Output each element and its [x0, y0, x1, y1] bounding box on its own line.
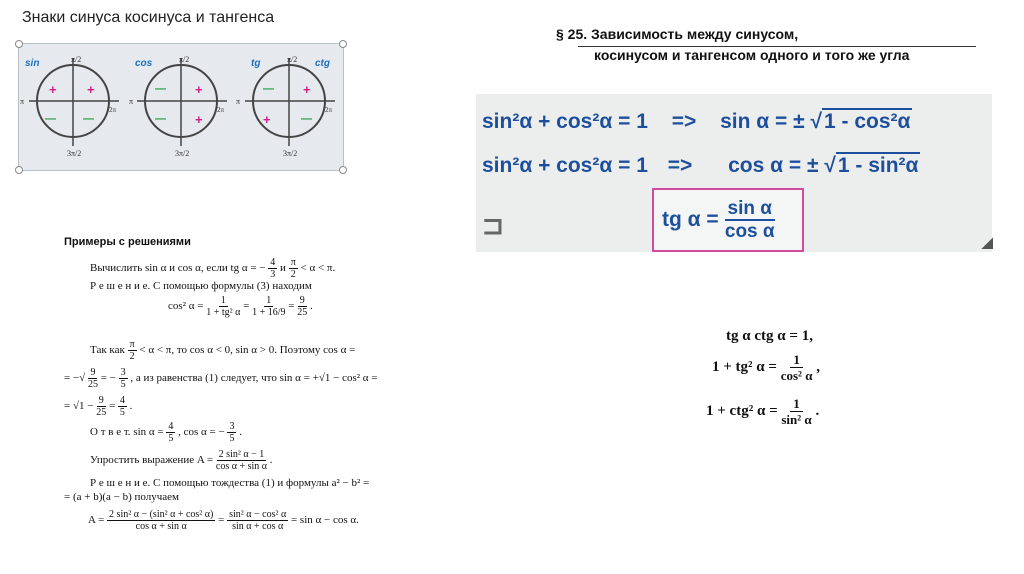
denominator: sin α + cos α: [232, 521, 284, 532]
text: ,: [816, 358, 820, 375]
section-title-line2: косинусом и тангенсом одного и того же угла: [594, 47, 910, 63]
text: =: [218, 514, 228, 527]
example-line: [90, 339, 355, 362]
tg-denominator: cos α: [724, 221, 775, 242]
tick-label: 3π/2: [67, 149, 82, 158]
denominator: 1 + tg² α: [206, 307, 241, 318]
circle-label: ctg: [315, 58, 330, 69]
denominator: 2: [129, 351, 135, 362]
slide-title: Знаки синуса косинуса и тангенса: [22, 9, 275, 26]
example-line: [64, 395, 132, 418]
fraction: [128, 339, 137, 362]
fraction: [781, 396, 811, 427]
denominator: 5: [119, 407, 125, 418]
denominator: 3: [270, 269, 276, 280]
tick-label: π/2: [71, 55, 82, 64]
tick-label: 3π/2: [283, 149, 298, 158]
numerator: 9: [299, 295, 305, 306]
fraction: [268, 257, 277, 280]
quadrant-sign: +: [87, 82, 95, 97]
section-title: [556, 24, 909, 66]
quadrant-sign: +: [195, 112, 203, 127]
denominator: 25: [87, 379, 98, 390]
sqrt: √1 - cos²α: [810, 110, 911, 133]
numerator: 3: [229, 421, 235, 432]
tg-fraction: [725, 198, 775, 242]
tangent-formula-box: [652, 188, 804, 252]
tick-label: π: [129, 97, 134, 106]
radicand: 1 - cos²α: [824, 110, 911, 133]
text: =: [243, 300, 253, 313]
formula-rhs: cos α = ±: [728, 154, 819, 177]
example-line: [88, 509, 359, 532]
circle-label: cos: [135, 58, 153, 69]
examples-heading: Примеры с решениями: [64, 236, 191, 248]
numerator: 9: [90, 367, 96, 378]
example-line: [90, 421, 242, 444]
identity-line: [706, 396, 819, 427]
numerator: 2 sin² α − (sin² α + cos² α): [109, 509, 214, 520]
numerator: π: [290, 257, 296, 268]
denominator: 25: [297, 307, 308, 318]
formula-line-2: [482, 154, 920, 178]
text: О т в е т. sin α =: [90, 426, 167, 439]
fraction: [252, 295, 285, 318]
quadrant-sign: —: [155, 113, 166, 125]
denominator: cos α + sin α: [215, 461, 268, 472]
text: .: [129, 400, 133, 413]
text: = sin α − cos α.: [290, 514, 359, 527]
tg-numerator: sin α: [725, 198, 775, 221]
logo-fragment-icon: ⊐: [482, 210, 504, 240]
fraction: [289, 257, 298, 280]
text: 1 + tg² α =: [712, 358, 777, 375]
circle-label: sin: [25, 58, 40, 69]
fraction: [96, 395, 106, 418]
quadrant-sign: +: [195, 82, 203, 97]
numerator: 4: [119, 395, 125, 406]
text: =: [108, 400, 118, 413]
quadrant-sign: —: [83, 113, 94, 125]
circle-label: tg: [251, 58, 261, 69]
denominator: 5: [229, 433, 235, 444]
text: 1 + ctg² α =: [706, 402, 778, 419]
fraction: [88, 367, 98, 390]
denominator: sin² α: [781, 412, 812, 427]
text: = −: [100, 372, 116, 385]
tick-label: π: [236, 97, 241, 106]
tick-label: π: [20, 97, 25, 106]
quadrant-sign: —: [155, 83, 166, 95]
denominator: cos² α: [780, 368, 813, 383]
text: .: [815, 402, 820, 419]
formula-lhs: sin²α + cos²α = 1: [482, 110, 648, 133]
numerator: π: [129, 339, 135, 350]
text: Так как: [90, 344, 128, 357]
text: cos² α =: [168, 300, 204, 313]
cos-circle: [129, 55, 227, 158]
fraction: [216, 449, 267, 472]
example-line: [90, 257, 335, 280]
numerator: 4: [270, 257, 276, 268]
text: < α < π, то cos α < 0, sin α > 0. Поэтому cos α =: [139, 344, 356, 357]
denominator: 1 + 16/9: [252, 307, 286, 318]
text: .: [309, 300, 313, 313]
numerator: 2 sin² α − 1: [218, 449, 265, 460]
fraction: [227, 509, 288, 532]
numerator: 1: [266, 295, 272, 306]
text: .: [269, 454, 273, 467]
fraction: [297, 295, 307, 318]
example-line: [168, 295, 313, 318]
text: = √1 −: [64, 400, 94, 413]
example-line: Р е ш е н и е. С помощью формулы (3) находим: [90, 280, 312, 292]
tick-label: 2π: [325, 106, 333, 114]
numerator: 3: [120, 367, 126, 378]
quadrant-sign: —: [301, 113, 312, 125]
formula-image[interactable]: [476, 94, 992, 252]
sin-circle: [20, 55, 119, 158]
quadrant-sign: +: [303, 82, 311, 97]
text: = −√: [64, 372, 86, 385]
fraction: [227, 421, 236, 444]
identity-line: tg α ctg α = 1,: [726, 328, 813, 344]
text: Вычислить sin α и cos α, если tg α = −: [90, 262, 266, 275]
numerator: 1: [790, 396, 803, 412]
text: , а из равенства (1) следует, что sin α = +√1 − cos² α =: [130, 372, 378, 385]
unit-circles-image[interactable]: [18, 43, 344, 171]
unit-circles-svg: [19, 44, 343, 170]
denominator: 5: [168, 433, 174, 444]
implies-arrow: =>: [667, 154, 693, 177]
fraction: [118, 395, 127, 418]
section-underline: [578, 46, 976, 47]
formula-line-1: [482, 110, 912, 134]
tick-label: 2π: [217, 106, 225, 114]
numerator: sin² α − cos² α: [229, 509, 287, 520]
numerator: 1: [790, 352, 803, 368]
example-line: [90, 449, 273, 472]
tg-lhs: tg α =: [662, 208, 719, 231]
sqrt: √1 - sin²α: [824, 154, 919, 177]
example-line: = (a + b)(a − b) получаем: [64, 491, 180, 503]
text: < α < π.: [300, 262, 336, 275]
radicand: 1 - sin²α: [837, 154, 919, 177]
quadrant-sign: —: [45, 113, 56, 125]
quadrant-sign: —: [263, 83, 274, 95]
formula-rhs: sin α = ±: [720, 110, 805, 133]
formula-lhs: sin²α + cos²α = 1: [482, 154, 648, 177]
text: , cos α = −: [178, 426, 225, 439]
example-line: Р е ш е н и е. С помощью тождества (1) и формулы a² − b² =: [90, 477, 370, 489]
tick-label: π/2: [287, 55, 298, 64]
numerator: 9: [98, 395, 104, 406]
text: A =: [88, 514, 105, 527]
fraction: [107, 509, 215, 532]
tick-label: 2π: [109, 106, 117, 114]
quadrant-sign: +: [49, 82, 57, 97]
tick-label: π/2: [179, 55, 190, 64]
denominator: 5: [120, 379, 126, 390]
corner-fragment-icon: ◢: [982, 234, 993, 250]
tg-ctg-circle: [236, 55, 335, 158]
fraction: [781, 352, 813, 383]
example-line: [64, 367, 378, 390]
fraction: [206, 295, 240, 318]
numerator: 4: [168, 421, 174, 432]
tangent-formula: [662, 198, 775, 242]
quadrant-sign: +: [263, 112, 271, 127]
identity-line: [712, 352, 820, 383]
text: =: [288, 300, 298, 313]
numerator: 1: [220, 295, 226, 306]
tick-label: 3π/2: [175, 149, 190, 158]
denominator: 2: [290, 269, 296, 280]
implies-arrow: =>: [671, 110, 697, 133]
text: и: [280, 262, 289, 275]
section-title-line1: § 25. Зависимость между синусом,: [556, 26, 799, 42]
denominator: 25: [96, 407, 107, 418]
fraction: [166, 421, 175, 444]
fraction: [119, 367, 128, 390]
text: Упростить выражение A =: [90, 454, 214, 467]
text: .: [239, 426, 242, 439]
denominator: cos α + sin α: [135, 521, 187, 532]
